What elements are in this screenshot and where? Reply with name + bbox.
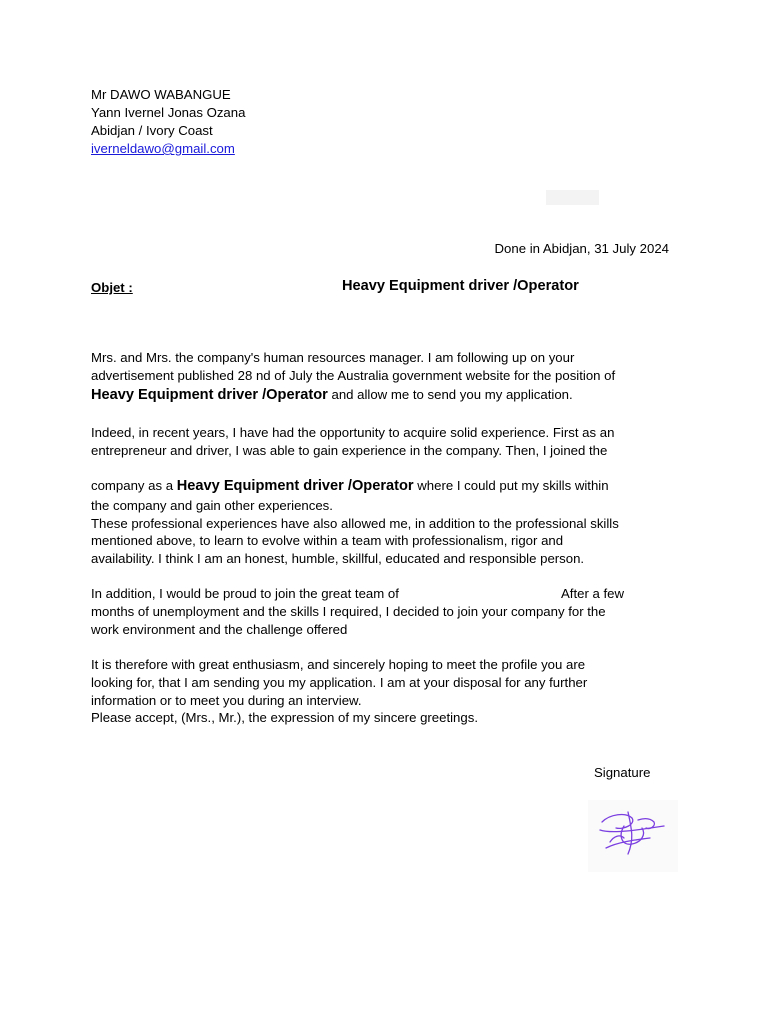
- handwritten-signature: [588, 800, 678, 872]
- sender-name: Mr DAWO WABANGUE: [91, 87, 231, 102]
- body-text: where I could put my skills within: [413, 478, 609, 493]
- body-line: information or to meet you during an interview.: [91, 693, 362, 708]
- objet-label-line: [91, 279, 133, 297]
- position-title: Heavy Equipment driver /Operator: [176, 478, 414, 494]
- sender-full-name: Yann Ivernel Jonas Ozana: [91, 105, 246, 120]
- body-line: work environment and the challenge offered: [91, 622, 348, 637]
- body-text: and allow me to send you my application.: [327, 387, 573, 402]
- date-line: Done in Abidjan, 31 July 2024: [494, 241, 669, 256]
- body-text: company as a: [91, 478, 177, 493]
- body-line: Indeed, in recent years, I have had the opportunity to acquire solid experience. First as an: [91, 425, 615, 440]
- position-title: Heavy Equipment driver /Operator: [91, 387, 328, 403]
- body-line: advertisement published 28 nd of July the Australia government website for the position of: [91, 368, 616, 383]
- body-line: These professional experiences have also allowed me, in addition to the professional skills: [91, 516, 619, 531]
- body-line: the company and gain other experiences.: [91, 498, 333, 513]
- body-line: In addition, I would be proud to join the great team of: [91, 586, 399, 601]
- body-line: mentioned above, to learn to evolve within a team with professionalism, rigor and: [91, 533, 564, 548]
- subject-title: Heavy Equipment driver /Operator: [342, 278, 579, 294]
- body-line: Mrs. and Mrs. the company's human resources manager. I am following up on your: [91, 350, 575, 365]
- redacted-box: [546, 190, 599, 205]
- body-line: [91, 386, 573, 404]
- body-line: months of unemployment and the skills I required, I decided to join your company for the: [91, 604, 606, 619]
- body-line: It is therefore with great enthusiasm, and sincerely hoping to meet the profile you are: [91, 657, 586, 672]
- objet-label: Objet :: [91, 280, 133, 295]
- sender-email[interactable]: [91, 140, 235, 158]
- body-line: looking for, that I am sending you my application. I am at your disposal for any further: [91, 675, 588, 690]
- body-line: [91, 477, 609, 495]
- email-link[interactable]: iverneldawo@gmail.com: [91, 141, 235, 156]
- sender-location: Abidjan / Ivory Coast: [91, 123, 213, 138]
- body-line: availability. I think I am an honest, humble, skillful, educated and responsible person.: [91, 551, 585, 566]
- signature-label: Signature: [594, 765, 651, 780]
- body-line: entrepreneur and driver, I was able to gain experience in the company. Then, I joined the: [91, 443, 608, 458]
- body-text: After a few: [561, 586, 625, 601]
- body-line: Please accept, (Mrs., Mr.), the expression of my sincere greetings.: [91, 710, 478, 725]
